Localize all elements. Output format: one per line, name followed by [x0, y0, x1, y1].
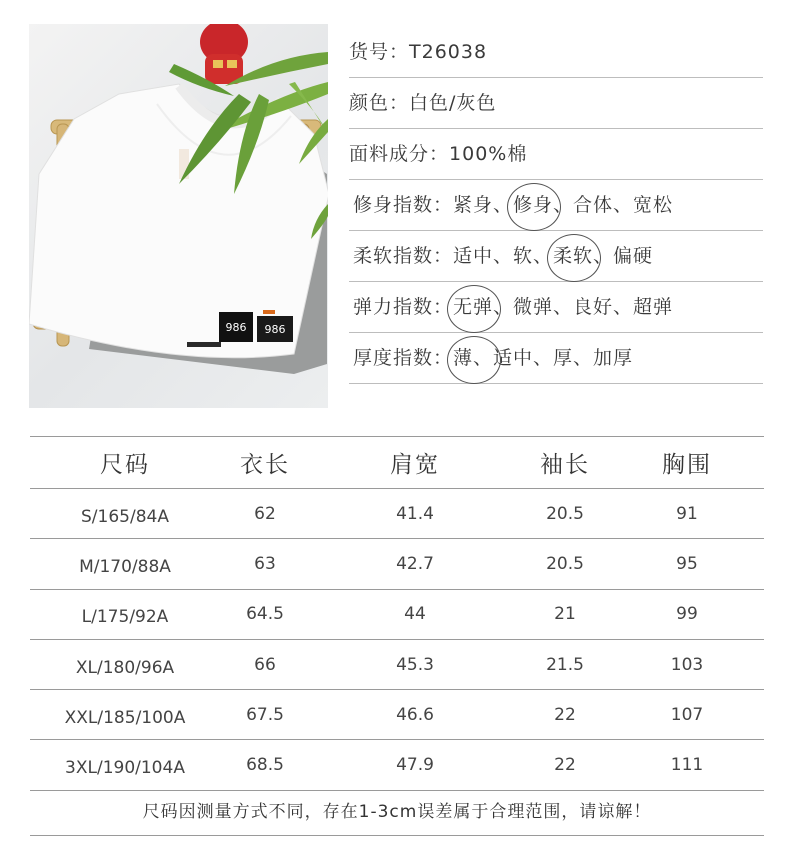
spec-option: 适中、软、 — [453, 245, 554, 267]
cell-shoulder: 46.6 — [310, 690, 520, 740]
label-text: 986 — [225, 321, 247, 334]
cell-chest: 103 — [610, 639, 764, 689]
header-size: 尺码 — [30, 437, 220, 489]
cell-shoulder: 41.4 — [310, 489, 520, 539]
spec-option: 紧身、 — [453, 194, 514, 216]
table-row — [30, 539, 764, 589]
cell-sleeve: 21.5 — [520, 639, 610, 689]
spec-row — [349, 180, 763, 231]
spec-option-selected: 柔软 — [553, 231, 593, 282]
size-table — [30, 436, 764, 791]
spec-option-selected: 无弹 — [453, 282, 493, 333]
cell-sleeve: 22 — [520, 740, 610, 790]
table-row — [30, 589, 764, 639]
spec-option-selected: 薄、 — [453, 333, 493, 384]
cell-size: XXL/185/100A — [30, 690, 220, 740]
spec-option-selected: 修身 — [513, 180, 553, 231]
spec-option: 适中、厚、加厚 — [493, 347, 634, 369]
spec-row — [349, 78, 763, 129]
size-table-header — [30, 437, 764, 489]
spec-row — [349, 282, 763, 333]
cell-sleeve: 20.5 — [520, 489, 610, 539]
table-row — [30, 639, 764, 689]
tshirt-illustration — [29, 24, 328, 408]
header-shoulder: 肩宽 — [310, 437, 520, 489]
header-length: 衣长 — [220, 437, 310, 489]
table-row — [30, 740, 764, 790]
cell-size: M/170/88A — [30, 539, 220, 589]
spec-label: 弹力指数： — [353, 296, 454, 318]
cell-shoulder: 44 — [310, 589, 520, 639]
cell-length: 64.5 — [220, 589, 310, 639]
cell-length: 62 — [220, 489, 310, 539]
spec-option: 、合体、宽松 — [553, 194, 674, 216]
spec-row — [349, 333, 763, 384]
cell-size: S/165/84A — [30, 489, 220, 539]
cell-chest: 111 — [610, 740, 764, 790]
cell-size: 3XL/190/104A — [30, 740, 220, 790]
spec-label: 货号： — [349, 41, 410, 63]
tag-text: 986 — [264, 323, 286, 336]
spec-list — [349, 26, 763, 384]
cell-length: 67.5 — [220, 690, 310, 740]
cell-length: 68.5 — [220, 740, 310, 790]
cell-shoulder: 47.9 — [310, 740, 520, 790]
cell-chest: 91 — [610, 489, 764, 539]
spec-option: 、微弹、良好、超弹 — [493, 296, 674, 318]
spec-label: 厚度指数： — [353, 347, 454, 369]
spec-label: 修身指数： — [353, 194, 454, 216]
header-sleeve: 袖长 — [520, 437, 610, 489]
cell-length: 66 — [220, 639, 310, 689]
spec-label: 面料成分： — [349, 143, 450, 165]
spec-label: 柔软指数： — [353, 245, 454, 267]
spec-option: T26038 — [409, 41, 488, 63]
cell-shoulder: 42.7 — [310, 539, 520, 589]
spec-option: 、偏硬 — [593, 245, 654, 267]
cell-sleeve: 20.5 — [520, 539, 610, 589]
spec-label: 颜色： — [349, 92, 410, 114]
table-row — [30, 489, 764, 539]
spec-option: 白色/灰色 — [409, 92, 497, 114]
cell-chest: 99 — [610, 589, 764, 639]
header-chest: 胸围 — [610, 437, 764, 489]
product-photo — [29, 24, 328, 408]
cell-length: 63 — [220, 539, 310, 589]
cell-size: L/175/92A — [30, 589, 220, 639]
spec-option: 100%棉 — [449, 143, 528, 165]
cell-chest: 107 — [610, 690, 764, 740]
cell-sleeve: 21 — [520, 589, 610, 639]
spec-row — [349, 129, 763, 180]
cell-chest: 95 — [610, 539, 764, 589]
spec-row — [349, 231, 763, 282]
red-ornament — [200, 24, 248, 84]
size-note: 尺码因测量方式不同，存在1-3cm误差属于合理范围，请谅解！ — [30, 788, 764, 836]
table-row — [30, 690, 764, 740]
cell-size: XL/180/96A — [30, 639, 220, 689]
spec-row — [349, 26, 763, 78]
cell-shoulder: 45.3 — [310, 639, 520, 689]
cell-sleeve: 22 — [520, 690, 610, 740]
